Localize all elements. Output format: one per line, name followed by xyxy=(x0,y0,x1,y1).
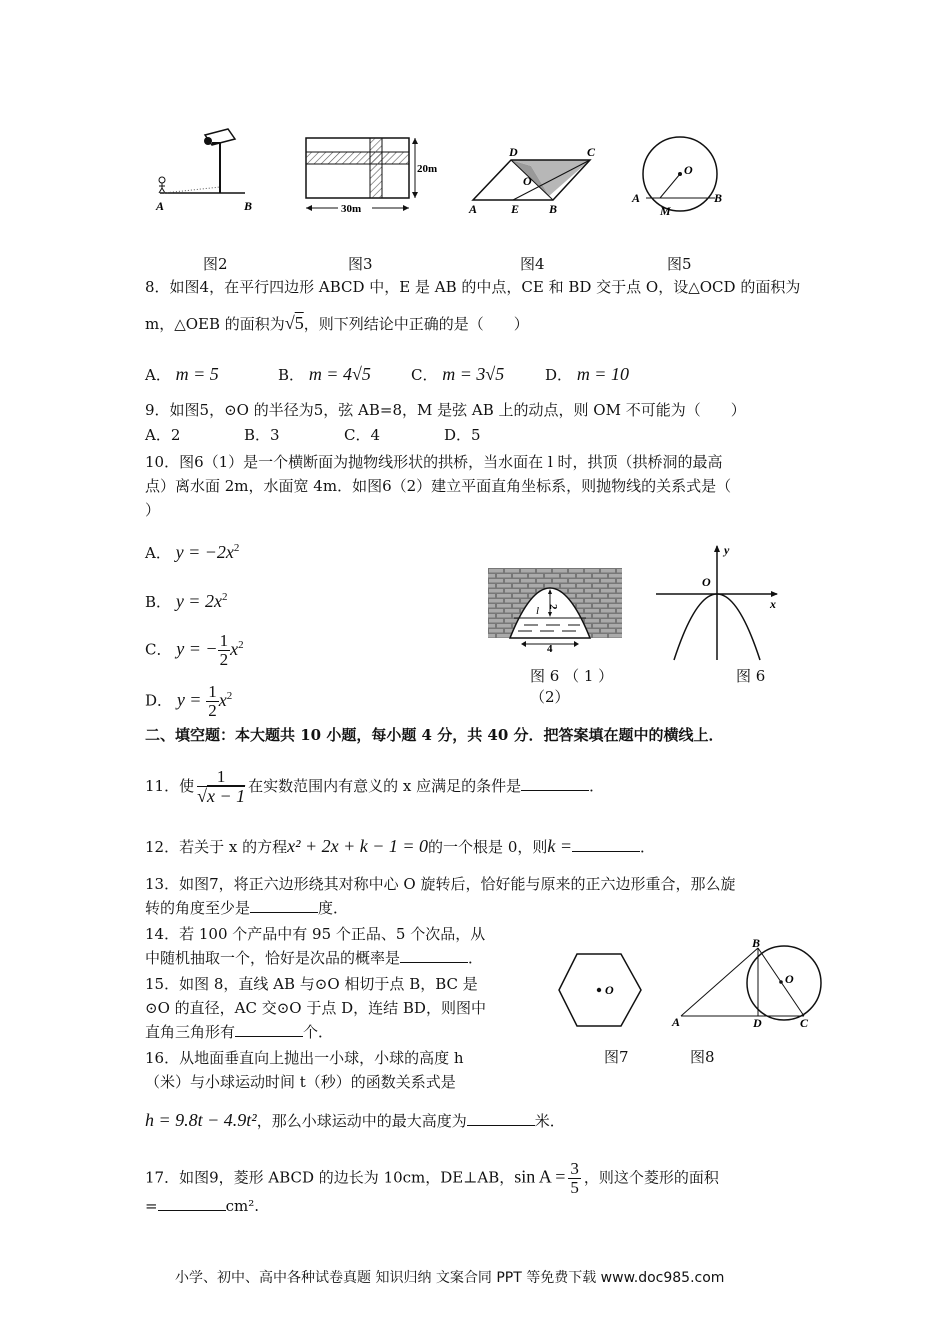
q8-option-b: B． m = 4√5 xyxy=(278,364,371,384)
q9-option-d: D．5 xyxy=(444,426,481,444)
fig3-height-label: 20m xyxy=(417,163,438,175)
q17-line2: = cm². xyxy=(145,1197,259,1215)
q16-line1: 16．从地面垂直向上抛出一小球，小球的高度 h xyxy=(145,1049,464,1067)
page-footer: 小学、初中、高中各种试卷真题 知识归纳 文案合同 PPT 等免费下载 www.doc985.com xyxy=(175,1270,725,1286)
q11-answer-blank[interactable] xyxy=(521,776,589,791)
figure-6-1-bridge xyxy=(488,568,623,640)
fig2-label-a: A xyxy=(156,199,165,213)
fig4-label-o: O xyxy=(523,174,532,188)
figure-5 xyxy=(628,128,728,223)
q15-answer-blank[interactable] xyxy=(235,1022,303,1037)
q11: 11．使 $\frac{1}{√x - 1}$ 在实数范围内有意义的 x 应满足的条件是 ． xyxy=(145,767,605,806)
figure-2 xyxy=(150,125,260,220)
caption-fig2: 图2 xyxy=(203,255,228,273)
q13-line2: 转的角度至少是 度． xyxy=(145,899,349,917)
q8-line1: 8．如图4，在平行四边形 ABCD 中，E 是 AB 的中点，CE 和 BD 交于点 O，设△OCD 的面积为 xyxy=(145,278,801,296)
fig6-arch-height: 2 xyxy=(547,604,559,610)
caption-fig3: 图3 xyxy=(348,255,373,273)
figure-4 xyxy=(465,140,605,220)
fig6-x-label: x xyxy=(770,597,776,611)
q12-answer-blank[interactable] xyxy=(572,837,640,852)
fig4-label-b: B xyxy=(549,202,558,216)
figure-6-1-width xyxy=(488,638,623,654)
q16-answer-blank[interactable] xyxy=(467,1111,535,1126)
q13-line1: 13．如图7，将正六边形绕其对称中心 O 旋转后，恰好能与原来的正六边形重合，那么旋 xyxy=(145,875,736,893)
q15-line1: 15．如图 8，直线 AB 与⊙O 相切于点 B，BC 是 xyxy=(145,975,478,993)
q13-answer-blank[interactable] xyxy=(250,898,318,913)
q10-option-b: B． $y = 2x^2$ xyxy=(145,591,228,611)
caption-fig4: 图4 xyxy=(520,255,545,273)
fig8-label-c: C xyxy=(800,1016,809,1030)
caption-fig7: 图7 xyxy=(604,1048,629,1066)
fig4-label-e: E xyxy=(511,202,520,216)
figure-6-2-parabola xyxy=(652,542,784,662)
q8-line2a: m，△OEB 的面积为 xyxy=(145,315,285,333)
fig8-label-a: A xyxy=(672,1015,681,1029)
q16-line3: h = 9.8t − 4.9t²，那么小球运动中的最大高度为 米． xyxy=(145,1110,565,1130)
fig6-origin: O xyxy=(702,575,711,589)
q15-line2: ⊙O 的直径，AC 交⊙O 于点 D，连结 BD，则图中 xyxy=(145,999,486,1017)
fig4-label-d: D xyxy=(509,145,518,159)
caption-fig6-1b: （2） xyxy=(530,688,570,706)
q9-line1: 9．如图5，⊙O 的半径为5，弦 AB=8，M 是弦 AB 上的动点，则 OM 不可能为（ ） xyxy=(145,401,746,419)
q10-line1: 10．图6（1）是一个横断面为抛物线形状的拱桥，当水面在 l 时，拱顶（拱桥洞的最高 xyxy=(145,453,723,471)
q8-sqrt5: 5 xyxy=(294,313,304,333)
caption-fig8: 图8 xyxy=(690,1048,715,1066)
q12: 12．若关于 x 的方程x² + 2x + k − 1 = 0的一个根是 0，则k = ． xyxy=(145,836,656,856)
fig5-label-o: O xyxy=(684,163,693,177)
fig4-label-a: A xyxy=(469,202,478,216)
q10-line2: 点）离水面 2m，水面宽 4m．如图6（2）建立平面直角坐标系，则抛物线的关系式是（ xyxy=(145,477,732,495)
fig4-label-c: C xyxy=(587,145,596,159)
q10-option-a: A． $y = -2x^2$ xyxy=(145,542,240,562)
q8-option-a: A． m = 5 xyxy=(145,364,219,384)
fig3-width-label: 30m xyxy=(341,203,362,215)
q17-line1: 17．如图9，菱形 ABCD 的边长为 10cm，DE⊥AB，sin A = $\frac{3}{5}$ ，则这个菱形的面积 xyxy=(145,1159,719,1197)
figure-8-circle xyxy=(668,938,828,1030)
fig5-label-a: A xyxy=(632,191,641,205)
caption-fig6-1: 图 6 （ 1 ） xyxy=(530,667,614,685)
figure-3 xyxy=(298,130,443,220)
q14-line2: 中随机抽取一个，恰好是次品的概率是 ． xyxy=(145,949,484,967)
fig6-y-label: y xyxy=(724,543,730,557)
fig6-water-label: l xyxy=(536,605,540,617)
fig8-label-d: D xyxy=(753,1016,762,1030)
q8-line2: m，△OEB 的面积为√5，则下列结论中正确的是（ ） xyxy=(145,313,529,333)
caption-fig5: 图5 xyxy=(667,255,692,273)
q17-answer-blank[interactable] xyxy=(158,1196,226,1211)
fig7-label-o: O xyxy=(605,983,614,997)
q15-line3: 直角三角形有 个． xyxy=(145,1023,334,1041)
section2-heading: 二、填空题：本大题共 10 小题，每小题 4 分，共 40 分．把答案填在题中的横线上． xyxy=(145,726,724,744)
fig8-label-b: B xyxy=(752,938,761,950)
fig5-label-m: M xyxy=(660,204,671,218)
fig6-arch-width: 4 xyxy=(547,643,553,654)
q9-option-b: B．3 xyxy=(244,426,280,444)
caption-fig6-2: 图 6 xyxy=(736,667,766,685)
q9-option-a: A．2 xyxy=(145,426,181,444)
fig5-label-b: B xyxy=(714,191,723,205)
q8-line2b: ，则下列结论中正确的是（ ） xyxy=(303,315,529,333)
q10-option-d: D． y = $\frac{1}{2}$ $x^2$ xyxy=(145,682,233,720)
figure-7-hexagon xyxy=(555,950,645,1030)
q14-answer-blank[interactable] xyxy=(400,948,468,963)
q14-line1: 14．若 100 个产品中有 95 个正品、5 个次品，从 xyxy=(145,925,486,943)
q16-line2: （米）与小球运动时间 t（秒）的函数关系式是 xyxy=(145,1073,456,1091)
fig2-label-b: B xyxy=(244,199,253,213)
q8-option-d: D． m = 10 xyxy=(545,364,629,384)
q8-option-c: C． m = 3√5 xyxy=(411,364,505,384)
q10-line3: ） xyxy=(145,501,161,519)
q9-option-c: C．4 xyxy=(344,426,381,444)
fig8-label-o: O xyxy=(785,972,794,986)
q10-option-c: C． y = − $\frac{1}{2}$ $x^2$ xyxy=(145,631,244,669)
